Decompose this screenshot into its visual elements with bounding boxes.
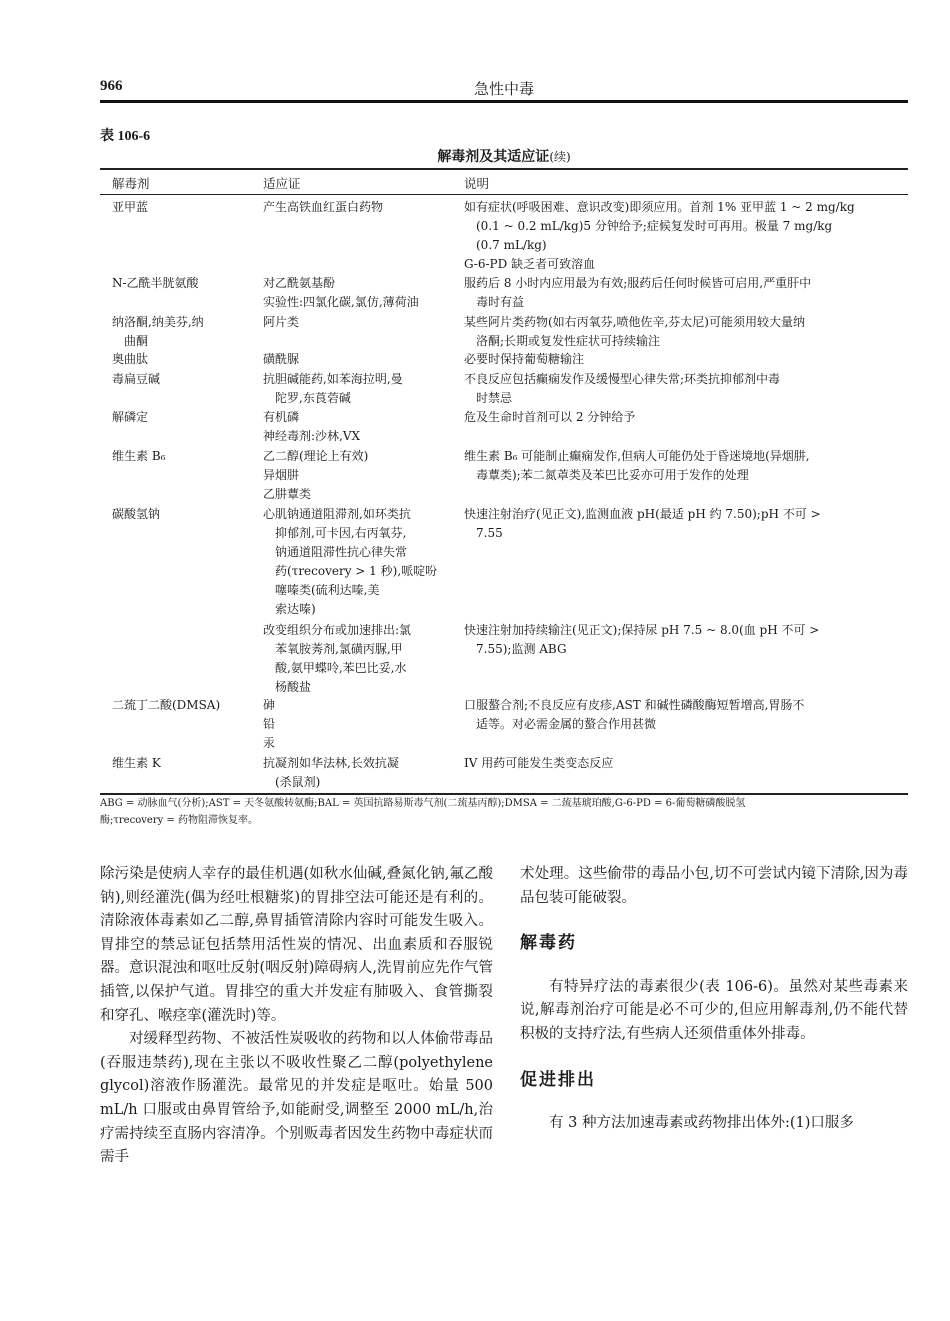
section-heading-antidotes: 解毒药 [520, 933, 577, 954]
indication-cell: 改变组织分布或加速排出:氯 苯氧胺莠剂,氯磺丙脲,甲 酸,氨甲蝶呤,苯巴比妥,水 杨酸盐 [263, 623, 412, 694]
indication-cell: 砷 铅 汞 [263, 698, 276, 750]
table-footnote: ABG = 动脉血气(分析);AST = 天冬氨酸转氨酶;BAL = 英国抗路易斯毒气剂(二巯基丙醇);DMSA = 二巯基琥珀酸,G-6-PD = 6-葡萄糖磷酸脱氢 酶;τrecovery = 药物阻滞恢复率。 [100, 798, 746, 826]
table-top-rule [100, 168, 908, 170]
notes-cell: 服药后 8 小时内应用最为有效;服药后任何时候皆可启用,严重肝中 毒时有益 [464, 276, 812, 309]
section-heading-elimination: 促进排出 [520, 1069, 596, 1090]
antidote-cell: 奥曲肽 [112, 352, 149, 366]
body-paragraph: 有 3 种方法加速毒素或药物排出体外:(1)口服多 [549, 1115, 854, 1132]
antidote-cell: 纳洛酮,纳美芬,纳 曲酮 [112, 315, 204, 348]
page-header [100, 78, 908, 100]
body-column-left [100, 863, 493, 1170]
indication-cell: 阿片类 [263, 315, 300, 329]
notes-cell: 必要时保持葡萄糖输注 [464, 352, 585, 366]
column-header-antidote: 解毒剂 [112, 176, 150, 191]
antidote-cell: 二巯丁二酸(DMSA) [112, 698, 221, 712]
table-caption [100, 146, 908, 166]
notes-cell: 不良反应包括癫痫发作及缓慢型心律失常;环类抗抑郁剂中毒 时禁忌 [464, 372, 781, 405]
notes-cell: 口服螯合剂;不良反应有皮疹,AST 和碱性磷酸酶短暂增高,胃肠不 适等。对必需金属的螯合作用甚微 [464, 698, 805, 731]
notes-cell: 某些阿片类药物(如右丙氧芬,喷他佐辛,芬太尼)可能须用较大量纳 洛酮;长期或复发性症状可持续输注 [464, 315, 805, 348]
antidote-cell: N-乙酰半胱氨酸 [112, 276, 199, 290]
indication-cell: 心肌钠通道阻滞剂,如环类抗 抑郁剂,可卡因,右丙氧芬, 钠通道阻滞性抗心律失常 药(τrecovery > 1 秒),哌啶吩 噻嗪类(硫利达嗪,美 索达嗪) [263, 507, 438, 616]
antidote-cell: 碳酸氢钠 [112, 507, 161, 521]
antidote-cell: 亚甲蓝 [112, 200, 149, 214]
column-header-indication: 适应证 [263, 176, 301, 191]
body-paragraph: 有特异疗法的毒素很少(表 106-6)。虽然对某些毒素来说,解毒剂治疗可能是必不可少的,但应用解毒剂,仍不能代替积极的支持疗法,有些病人还须借重体外排毒。 [520, 978, 908, 1042]
column-header-notes: 说明 [464, 176, 490, 191]
body-paragraph: 术处理。这些偷带的毒品小包,切不可尝试内镜下清除,因为毒品包装可能破裂。 [520, 866, 908, 906]
notes-cell: 维生素 B₆ 可能制止癫痫发作,但病人可能仍处于昏迷境地(异烟肼, 毒蕈类);苯二氮䓬类及苯巴比妥亦可用于发作的处理 [464, 449, 810, 482]
notes-cell: 快速注射加持续输注(见正文);保持尿 pH 7.5 ~ 8.0(血 pH 不可 > 7.55);监测 ABG [464, 623, 820, 656]
body-paragraph: 对缓释型药物、不被活性炭吸收的药物和以人体偷带毒品(吞服违禁药),现在主张以不吸收性聚乙二醇(polyethylene glycol)溶液作肠灌洗。最常见的并发症是呕吐。始量 500 mL/h 口服或由鼻胃管给予,如能耐受,调整至 2000 mL/h,治疗需持续至直肠内容清净。个别贩毒者因发生药物中毒症状而需手 [100, 1031, 493, 1166]
page-number: 966 [100, 78, 123, 94]
antidote-cell: 解磷定 [112, 410, 149, 424]
antidote-cell: 维生素 K [112, 756, 161, 770]
antidote-cell: 维生素 B₆ [112, 449, 166, 463]
indication-cell: 产生高铁血红蛋白药物 [263, 200, 384, 214]
indication-cell: 有机磷 神经毒剂:沙林,VX [263, 410, 361, 443]
indication-cell: 对乙酰氨基酚 实验性:四氯化碳,氯仿,薄荷油 [263, 276, 419, 309]
body-paragraph: 除污染是使病人幸存的最佳机遇(如秋水仙碱,叠氮化钠,氟乙酸钠),则经灌洗(偶为经吐根糖浆)的胃排空法可能还是有利的。清除液体毒素如乙二醇,鼻胃插管清除内容时可能发生吸入。胃排空的禁忌证包括禁用活性炭的情况、出血素质和吞服锐器。意识混浊和呕吐反射(咽反射)障碍病人,洗胃前应先作气管插管,以保护气道。胃排空的重大并发症有肺吸入、食管撕裂和穿孔、喉痉挛(灌洗时)等。 [100, 866, 493, 1024]
running-title: 急性中毒 [473, 80, 534, 98]
table-label: 表 106-6 [100, 129, 151, 144]
notes-cell: 如有症状(呼吸困难、意识改变)即须应用。首剂 1% 亚甲蓝 1 ~ 2 mg/kg (0.1 ~ 0.2 mL/kg)5 分钟给予;症候复发时可再用。极量 7 mg/kg (0.7 mL/kg) G-6-PD 缺乏者可致溶血 [464, 200, 855, 271]
indication-cell: 磺酰脲 [263, 352, 300, 366]
indication-cell: 抗胆碱能药,如苯海拉明,曼 陀罗,东莨菪碱 [263, 372, 403, 405]
table-header-rule [100, 194, 908, 195]
body-column-right [520, 863, 908, 1136]
notes-cell: 快速注射治疗(见正文),监测血液 pH(最适 pH 约 7.50);pH 不可 > 7.55 [464, 507, 821, 540]
notes-cell: IV 用药可能发生类变态反应 [464, 756, 614, 770]
header-rule [100, 100, 908, 103]
notes-cell: 危及生命时首剂可以 2 分钟给予 [464, 410, 636, 424]
table-caption-text: 解毒剂及其适应证 [437, 149, 550, 165]
table-caption-suffix: (续) [549, 150, 571, 164]
indication-cell: 抗凝剂如华法林,长效抗凝 (杀鼠剂) [263, 756, 399, 789]
indication-cell: 乙二醇(理论上有效) 异烟肼 乙肼蕈类 [263, 449, 369, 501]
antidote-cell: 毒扁豆碱 [112, 372, 161, 386]
